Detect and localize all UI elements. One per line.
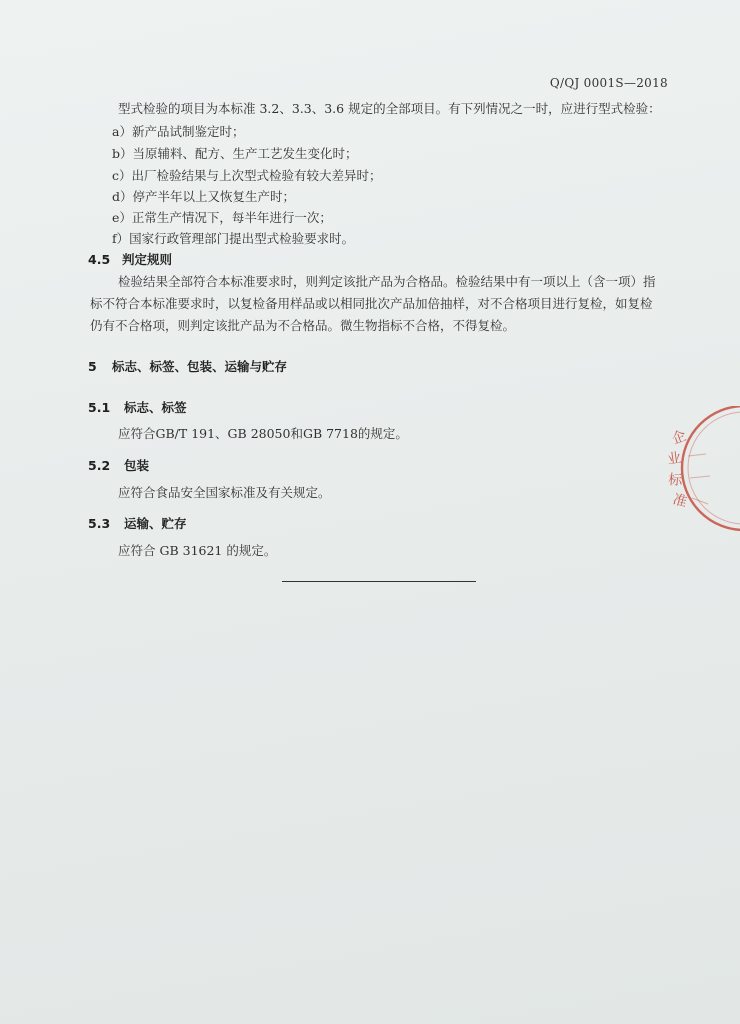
section-title: 标志、标签、包装、运输与贮存: [112, 359, 288, 374]
section-heading-5: [88, 357, 287, 375]
list-item: a）新产品试制鉴定时；: [112, 124, 245, 139]
seal-icon: [648, 406, 740, 536]
section-number: 4.5: [88, 252, 111, 267]
section-heading-5-3: [88, 514, 187, 532]
type-inspection-intro: 型式检验的项目为本标准 3.2、3.3、3.6 规定的全部项目。有下列情况之一时，应进行型式检验：: [118, 101, 661, 116]
section-text: 应符合 GB 31621 的规定。: [118, 543, 277, 558]
paragraph-line: 仍有不合格项，则判定该批产品为不合格品。微生物指标不合格，不得复检。: [90, 318, 516, 333]
company-seal: [648, 406, 740, 536]
section-title: 判定规则: [122, 252, 173, 267]
section-number: 5: [88, 359, 97, 374]
list-item: f）国家行政管理部门提出型式检验要求时。: [112, 231, 355, 246]
section-title: 包装: [124, 458, 150, 473]
section-number: 5.3: [88, 516, 111, 531]
section-heading-5-1: [88, 398, 187, 416]
svg-text:准: 准: [670, 491, 689, 511]
paragraph-line: 标不符合本标准要求时，以复检备用样品或以相同批次产品加倍抽样，对不合格项目进行复检，如复检: [90, 296, 653, 311]
paragraph-line: 检验结果全部符合本标准要求时，则判定该批产品为合格品。检验结果中有一项以上（含一项）指: [118, 274, 656, 289]
section-title: 标志、标签: [124, 400, 187, 415]
document-id: Q/QJ 0001S—2018: [549, 76, 668, 90]
list-item: d）停产半年以上又恢复生产时；: [112, 189, 296, 204]
end-rule: [282, 581, 476, 582]
section-heading-4-5: [88, 250, 172, 268]
section-text: 应符合GB/T 191、GB 28050和GB 7718的规定。: [118, 426, 408, 441]
svg-text:企: 企: [669, 427, 689, 448]
svg-text:业: 业: [666, 450, 683, 468]
svg-text:标: 标: [667, 472, 683, 489]
section-text: 应符合食品安全国家标准及有关规定。: [118, 485, 331, 500]
section-heading-5-2: [88, 456, 149, 474]
section-number: 5.1: [88, 400, 111, 415]
list-item: c）出厂检验结果与上次型式检验有较大差异时；: [112, 168, 382, 183]
section-number: 5.2: [88, 458, 111, 473]
list-item: e）正常生产情况下，每半年进行一次；: [112, 210, 332, 225]
list-item: b）当原辅料、配方、生产工艺发生变化时；: [112, 146, 358, 161]
section-title: 运输、贮存: [124, 516, 187, 531]
